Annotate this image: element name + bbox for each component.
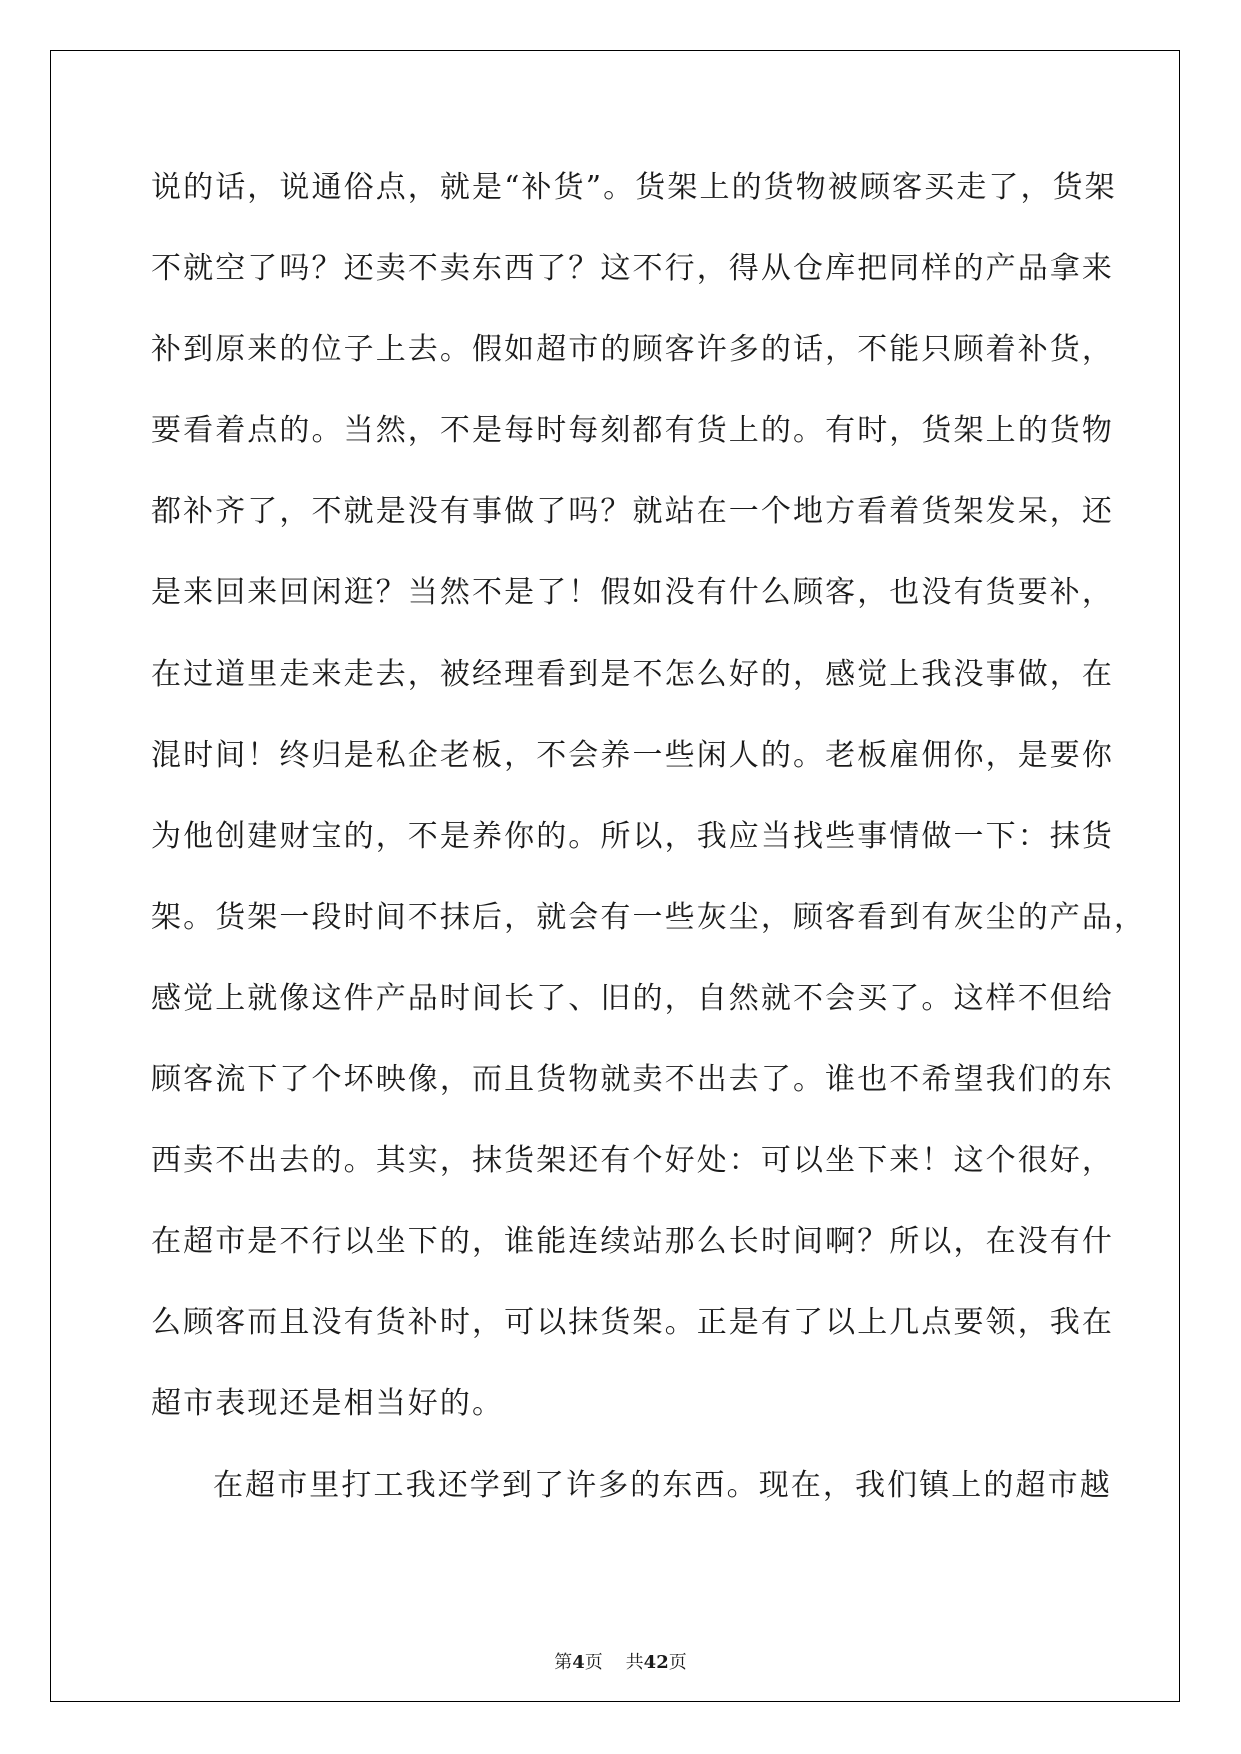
text-line: 不就空了吗？还卖不卖东西了？这不行，得从仓库把同样的产品拿来 [151, 251, 1114, 287]
paragraph-2-first-line: 在超市里打工我还学到了许多的东西。现在，我们镇上的超市越 [213, 1467, 1112, 1503]
text-line: 都补齐了，不就是没有事做了吗？就站在一个地方看着货架发呆，还 [151, 494, 1114, 530]
text-line: 补到原来的位子上去。假如超市的顾客许多的话，不能只顾着补货， [151, 332, 1114, 368]
footer-suffix: 页 [668, 1652, 687, 1673]
footer-page-number: 4 [572, 1652, 585, 1673]
text-line: 是来回来回闲逛？当然不是了！假如没有什么顾客，也没有货要补， [151, 575, 1114, 611]
text-line: 超市表现还是相当好的。 [151, 1386, 505, 1422]
text-line: 要看着点的。当然，不是每时每刻都有货上的。有时，货架上的货物 [151, 413, 1114, 449]
text-line: 混时间！终归是私企老板，不会养一些闲人的。老板雇佣你，是要你 [151, 737, 1114, 773]
text-line: 说的话，说通俗点，就是“补货”。货架上的货物被顾客买走了，货架 [151, 170, 1117, 205]
text-line: 顾客流下了个坏映像，而且货物就卖不出去了。谁也不希望我们的东 [151, 1062, 1114, 1098]
body-text [151, 158, 1147, 1537]
footer-middle: 页 共 [584, 1652, 644, 1673]
footer-prefix: 第 [554, 1652, 573, 1673]
text-line: 西卖不出去的。其实，抹货架还有个好处：可以坐下来！这个很好， [151, 1143, 1114, 1179]
text-line: 在超市是不行以坐下的，谁能连续站那么长时间啊？所以，在没有什 [151, 1224, 1114, 1260]
text-line: 为他创建财宝的，不是养你的。所以，我应当找些事情做一下：抹货 [151, 818, 1114, 854]
text-line: 在过道里走来走去，被经理看到是不怎么好的，感觉上我没事做，在 [151, 656, 1114, 692]
page-footer [0, 1651, 1241, 1675]
footer-total-pages: 42 [643, 1652, 669, 1673]
text-line: 架。货架一段时间不抹后，就会有一些灰尘，顾客看到有灰尘的产品， [151, 899, 1147, 935]
text-line: 么顾客而且没有货补时，可以抹货架。正是有了以上几点要领，我在 [151, 1305, 1114, 1341]
text-line: 感觉上就像这件产品时间长了、旧的，自然就不会买了。这样不但给 [151, 980, 1114, 1016]
